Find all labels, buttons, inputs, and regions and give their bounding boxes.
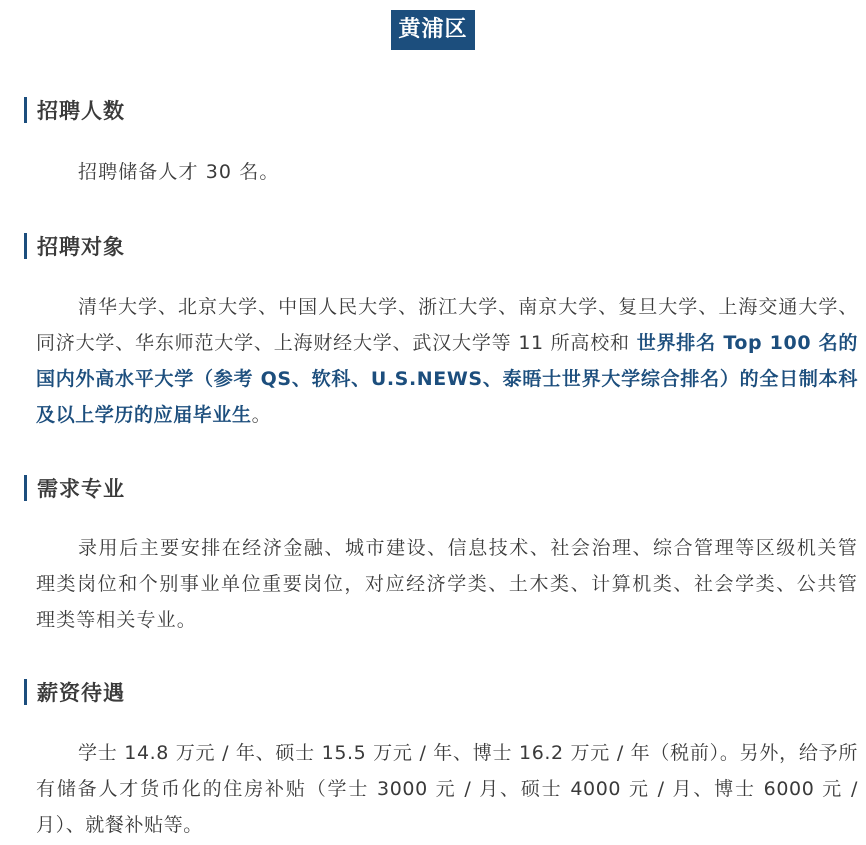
target-highlight-text: 世界排名 Top 100 名的国内外高水平大学（参考 QS、软科、U.S.NEWS、泰晤士世界大学综合排名）的全日制本科及以上学历的应届毕业生 — [36, 332, 858, 426]
section-body-salary: 学士 14.8 万元 / 年、硕士 15.5 万元 / 年、博士 16.2 万元 / 年（税前）。另外，给予所有储备人才货币化的住房补贴（学士 3000 元 / 月、硕士 4000 元 / 月、博士 6000 元 / 月）、就餐补贴等。 — [36, 742, 858, 836]
title-container — [0, 10, 866, 50]
heading-accent-bar — [24, 475, 27, 501]
heading-accent-bar — [24, 97, 27, 123]
target-text-end: 。 — [251, 404, 272, 426]
section-heading-text: 招聘对象 — [37, 235, 125, 259]
section-heading-salary — [24, 678, 125, 706]
section-body-majors: 录用后主要安排在经济金融、城市建设、信息技术、社会治理、综合管理等区级机关管理类岗位和个别事业单位重要岗位，对应经济学类、土木类、计算机类、社会学类、公共管理类等相关专业。 — [36, 537, 858, 631]
section-heading-recruit-count — [24, 96, 125, 124]
section-body-recruit-count: 招聘储备人才 30 名。 — [78, 161, 280, 183]
section-heading-text: 需求专业 — [37, 477, 125, 501]
page-title: 黄浦区 — [391, 10, 474, 50]
section-body-target — [36, 289, 858, 433]
section-heading-text: 招聘人数 — [37, 99, 125, 123]
section-heading-majors — [24, 474, 125, 502]
heading-accent-bar — [24, 679, 27, 705]
heading-accent-bar — [24, 233, 27, 259]
section-heading-text: 薪资待遇 — [37, 681, 125, 705]
target-text: 清华大学、北京大学、中国人民大学、浙江大学、南京大学、复旦大学、上海交通大学、同济大学、华东师范大学、上海财经大学、武汉大学等 11 所高校和 — [36, 296, 858, 354]
section-heading-target — [24, 232, 125, 260]
